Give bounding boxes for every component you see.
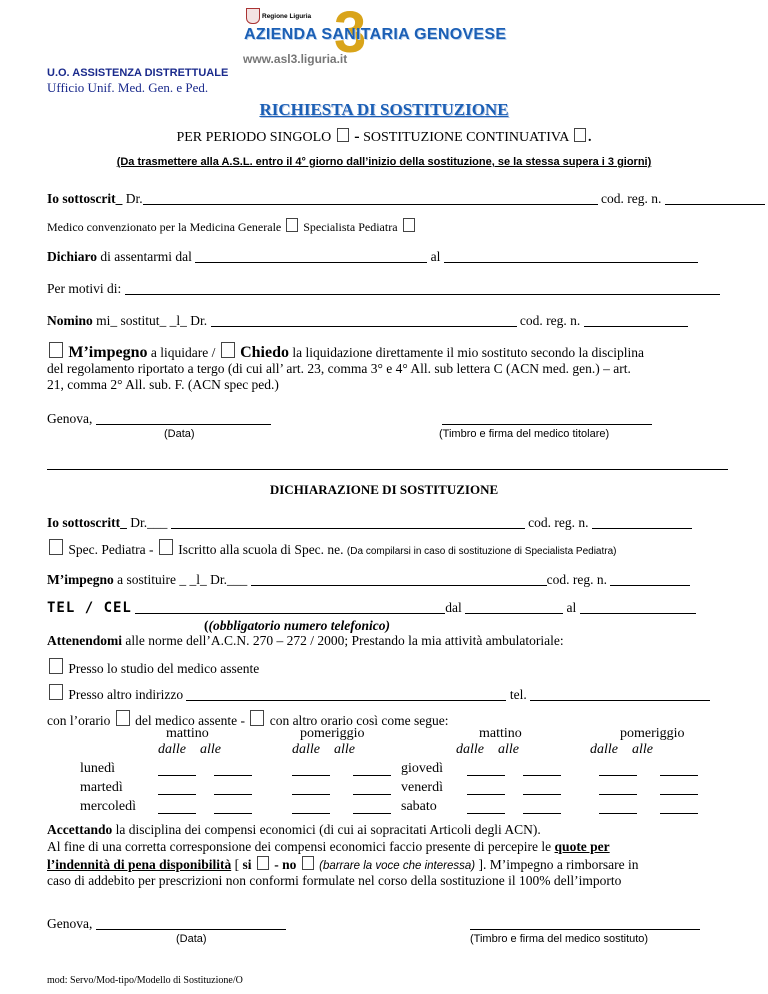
decl-line-tel [47,600,696,616]
sched-sub-2 [292,742,355,758]
label-specialista-pediatra: Specialista Pediatra [303,220,398,234]
sched-time-field[interactable] [660,775,698,776]
para2-text: ]. M’impegno a rimborsare in [478,857,639,872]
decl-signature-field[interactable] [470,916,700,932]
tel-field[interactable] [135,600,445,614]
sched-head-pomeriggio-left: pomeriggio [300,726,365,741]
label-reg: cod. reg. n. [600,191,662,206]
label-chiedo: Chiedo [240,344,289,361]
website: www.asl3.liguria.it [243,52,348,66]
label-nomino: Nomino [47,313,93,328]
sched-day-right: giovedì [401,761,443,776]
decl-opt-2 [47,684,710,703]
decl-date-row [47,916,286,932]
request-line-8: 21, comma 2° All. sub. F. (ACN spec ped.) [47,377,279,392]
option-single-label: PER PERIODO SINGOLO [176,130,332,145]
request-line-2 [47,218,417,235]
request-signature-field[interactable] [442,411,652,427]
absent-reg-field[interactable] [610,572,690,586]
sched-time-field[interactable] [158,794,196,795]
doctor-name-field[interactable] [143,191,598,205]
checkbox-medicina-generale[interactable] [286,218,298,232]
sched-day-left: mercoledì [80,799,136,814]
substitute-doctor-field[interactable] [171,515,525,529]
label-altro-orario: con altro orario così come segue: [269,713,449,728]
sched-time-field[interactable] [523,794,561,795]
label-tel-short: tel. [509,687,527,702]
subtitle-end: . [588,130,592,145]
checkbox-altro-orario[interactable] [250,710,264,726]
sched-time-field[interactable] [292,775,330,776]
declaration-title: DICHIARAZIONE DI SOSTITUZIONE [269,482,499,497]
sched-sub-1 [158,742,221,758]
sched-day-right: sabato [401,799,437,814]
label-scuola-spec: Iscritto alla scuola di Spec. ne. [178,542,344,557]
separator: - [354,128,360,145]
label-sostituire: a sostituire _ _l_ Dr.___ [117,572,248,587]
accept-line [47,822,541,838]
sched-time-field[interactable] [599,794,637,795]
label-disciplina: la disciplina dei compensi economici (di cui ai sopracitati Articoli degli ACN). [115,822,541,837]
sched-time-field[interactable] [523,775,561,776]
checkbox-altro-indirizzo[interactable] [49,684,63,700]
label-si: si [242,857,252,872]
office-name: Ufficio Unif. Med. Gen. e Ped. [47,80,209,95]
label-altro-indirizzo: Presso altro indirizzo [68,687,184,702]
substitute-reg-field[interactable] [584,313,688,327]
label-impegno: M’impegno [68,344,148,361]
sched-head-mattino-right: mattino [479,726,522,741]
para2-bold: l’indennità di pena disponibilità [47,857,232,872]
label-dichiaro: Dichiaro [47,249,97,264]
substitute-reg-field[interactable] [592,515,692,529]
para-line-1 [47,839,610,855]
label-dalle: dalle [158,742,186,757]
sched-time-field[interactable] [353,813,391,814]
para2-note: (barrare la voce che interessa) [319,860,476,872]
label-alle: alle [200,742,221,757]
region-crest-icon [246,8,260,24]
decl-line-1 [47,515,692,531]
para1-text: Al fine di una corretta corresponsione dei compensi economici faccio presente di percepire le [47,839,552,854]
label-medico-convenzionato: Medico convenzionato per la Medicina Generale [47,220,282,234]
request-line-6 [47,342,644,362]
logo-number: 3 [334,0,367,65]
label-orario-assente: del medico assente - [135,713,245,728]
checkbox-scuola-spec[interactable] [159,539,173,555]
request-signature-label: (Timbro e firma del medico titolare) [439,428,610,440]
region-name: Regione Liguria [262,13,312,20]
sched-time-field[interactable] [214,794,252,795]
form-subtitle [0,128,768,146]
sched-time-field[interactable] [353,794,391,795]
label-reg: cod. reg. n. [528,515,589,530]
sched-time-field[interactable] [467,775,505,776]
request-date-row [47,411,271,427]
label-genova: Genova, [47,411,93,426]
pediatra-note: (Da compilarsi in caso di sostituzione di Specialista Pediatra) [346,546,617,557]
checkbox-orario-assente[interactable] [116,710,130,726]
request-line-7: del regolamento riportato a tergo (di cui all’ art. 23, comma 3° e 4° All. sub lettera C (ACN med. gen.) – art. [47,361,631,376]
option-continuous-label: SOSTITUZIONE CONTINUATIVA [363,130,569,145]
sched-sub-4 [590,742,653,758]
reasons-field[interactable] [125,281,720,295]
absence-to-field[interactable] [444,249,698,263]
request-line-5 [47,313,688,329]
label-impegno: M’impegno [47,572,114,587]
absent-doctor-field[interactable] [251,572,547,586]
checkbox-impegno[interactable] [49,342,63,358]
decl-line-attend [47,633,564,649]
label-dalle: dalle [456,742,484,757]
para1-bold: quote per [554,839,610,854]
label-io-sottoscritto: Io sottoscrit_ [47,191,123,206]
sched-head-pomeriggio-right: pomeriggio [620,726,685,741]
label-liquidazione: la liquidazione direttamente il mio sostituto secondo la disciplina [292,345,645,360]
sched-time-field[interactable] [467,813,505,814]
label-sostituto: mi_ sostitut_ _l_ Dr. [96,313,208,328]
sched-time-field[interactable] [660,794,698,795]
checkbox-single[interactable] [337,128,349,142]
label-dr: Dr. [125,191,143,206]
label-alle: alle [334,742,355,757]
label-dal: dal [445,600,462,615]
sched-time-field[interactable] [214,813,252,814]
sched-time-field[interactable] [158,813,196,814]
sched-day-left: martedì [80,780,123,795]
checkbox-specialista-pediatra[interactable] [403,218,415,232]
sched-time-field[interactable] [214,775,252,776]
bracket-open: [ [234,857,240,872]
checkbox-chiedo[interactable] [221,342,235,358]
form-title: RICHIESTA DI SOSTITUZIONE [259,100,509,119]
label-liquidare: a liquidare / [150,345,216,360]
sched-day-left: lunedì [80,761,115,776]
label-attenendomi: Attenendomi [47,633,122,648]
decl-date-label: (Data) [176,933,207,945]
checkbox-si[interactable] [257,856,269,870]
checkbox-studio-assente[interactable] [49,658,63,674]
org-name: AZIENDA SANITARIA GENOVESE [244,26,507,43]
request-line-4 [47,281,720,297]
request-date-label: (Data) [164,428,195,440]
label-dalle: dalle [292,742,320,757]
label-alle: alle [498,742,519,757]
para-line-2 [47,856,639,873]
notice: (Da trasmettere alla A.S.L. entro il 4° giorno dall’inizio della sostituzione, se la stessa supera i 3 giorni) [116,156,652,168]
sched-time-field[interactable] [292,813,330,814]
label-accettando: Accettando [47,822,113,837]
label-dr: Dr.___ [130,515,168,530]
sched-sub-3 [456,742,519,758]
reg-number-field[interactable] [665,191,765,205]
footer-mod: mod: Servo/Mod-tipo/Modello di Sostituzione/O [47,975,243,986]
label-reg: cod. reg. n. [546,572,607,587]
tel-to-field[interactable] [580,600,696,614]
sched-time-field[interactable] [660,813,698,814]
checkbox-no[interactable] [302,856,314,870]
label-norme: alle norme dell’A.C.N. 270 – 272 / 2000; Prestando la mia attività ambulatoriale: [125,633,564,648]
sched-time-field[interactable] [158,775,196,776]
address-field[interactable] [186,687,506,701]
label-reg: cod. reg. n. [519,313,581,328]
label-genova: Genova, [47,916,93,931]
absence-from-field[interactable] [195,249,427,263]
tel-from-field[interactable] [465,600,563,614]
decl-hours [47,710,449,729]
label-dalle: dalle [590,742,618,757]
request-date-field[interactable] [96,411,271,425]
request-line-1 [47,191,765,207]
sched-time-field[interactable] [353,775,391,776]
para-line-3: caso di addebito per prescrizioni non conformi formulate nel corso della sostituzione il 100% dell’importo [47,873,622,888]
address-tel-field[interactable] [530,687,710,701]
checkbox-continuous[interactable] [574,128,586,142]
label-alle: alle [632,742,653,757]
sched-day-right: venerdì [401,780,443,795]
tel-note: ((obbligatorio numero telefonico) [204,618,390,633]
label-studio-assente: Presso lo studio del medico assente [68,661,260,676]
label-tel: TEL / CEL [47,600,132,616]
decl-date-field[interactable] [96,916,286,930]
label-assentarmi: di assentarmi dal [100,249,192,264]
label-spec-pediatra: Spec. Pediatra - [68,542,154,557]
sched-head-mattino-left: mattino [166,726,209,741]
sched-time-field[interactable] [599,813,637,814]
unit-name: U.O. ASSISTENZA DISTRETTUALE [47,67,229,79]
checkbox-spec-pediatra[interactable] [49,539,63,555]
sched-time-field[interactable] [523,813,561,814]
label-io-sottoscritto: Io sottoscritt_ [47,515,127,530]
decl-line-2 [47,539,617,558]
label-orario: con l’orario [47,713,111,728]
decl-opt-1 [47,658,259,677]
decl-line-3 [47,572,690,588]
sched-time-field[interactable] [467,794,505,795]
label-motivi: Per motivi di: [47,281,122,296]
label-al: al [566,600,577,615]
sched-time-field[interactable] [599,775,637,776]
label-no: - no [274,857,297,872]
request-line-3 [47,249,698,265]
label-al: al [430,249,441,264]
sched-time-field[interactable] [292,794,330,795]
substitute-name-field[interactable] [211,313,517,327]
section-divider [47,469,728,470]
decl-signature-label: (Timbro e firma del medico sostituto) [470,933,649,945]
tel-note-text: (obbligatorio numero telefonico) [208,618,390,633]
